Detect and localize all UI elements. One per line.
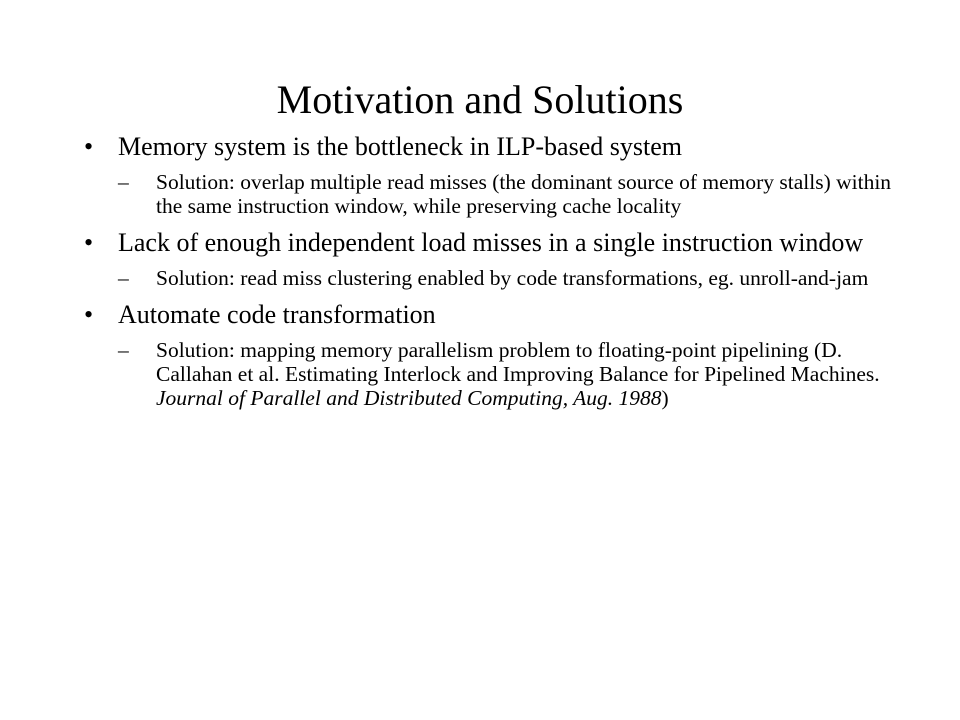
- sub-bullet-marker: –: [118, 170, 129, 194]
- bullet-marker: •: [84, 228, 94, 257]
- bullet-item: [80, 300, 920, 330]
- bullet-marker: •: [84, 132, 94, 161]
- bullet-item: [80, 228, 920, 258]
- bullet-item: [80, 132, 920, 162]
- bullet-marker: •: [84, 300, 94, 329]
- sub-bullet-marker: –: [118, 338, 129, 362]
- slide-title: Motivation and Solutions: [276, 77, 684, 122]
- sub-bullet-text-tail: ): [661, 386, 669, 410]
- sub-bullet-text: Solution: read miss clustering enabled by code transformations, eg. unroll-and-jam: [156, 266, 869, 290]
- bullet-text: Automate code transformation: [118, 300, 436, 329]
- sub-bullet-text: Solution: overlap multiple read misses (the dominant source of memory stalls) within the same instruction window, while preserving cache locality: [156, 170, 892, 218]
- slide-content: [80, 132, 920, 416]
- citation-journal: Journal of Parallel and Distributed Computing, Aug. 1988: [156, 386, 662, 410]
- sub-bullet-item: [80, 170, 920, 218]
- sub-bullet-item: [80, 266, 920, 290]
- sub-bullet-item: [80, 338, 920, 410]
- sub-bullet-marker: –: [118, 266, 129, 290]
- bullet-text: Memory system is the bottleneck in ILP-based system: [118, 132, 682, 161]
- sub-bullet-text-plain: Solution: mapping memory parallelism problem to floating-point pipelining (D. Callahan et al. Estimating Interlock and Improving Balance for Pipelined Machines.: [156, 338, 880, 386]
- bullet-text: Lack of enough independent load misses in a single instruction window: [118, 228, 864, 257]
